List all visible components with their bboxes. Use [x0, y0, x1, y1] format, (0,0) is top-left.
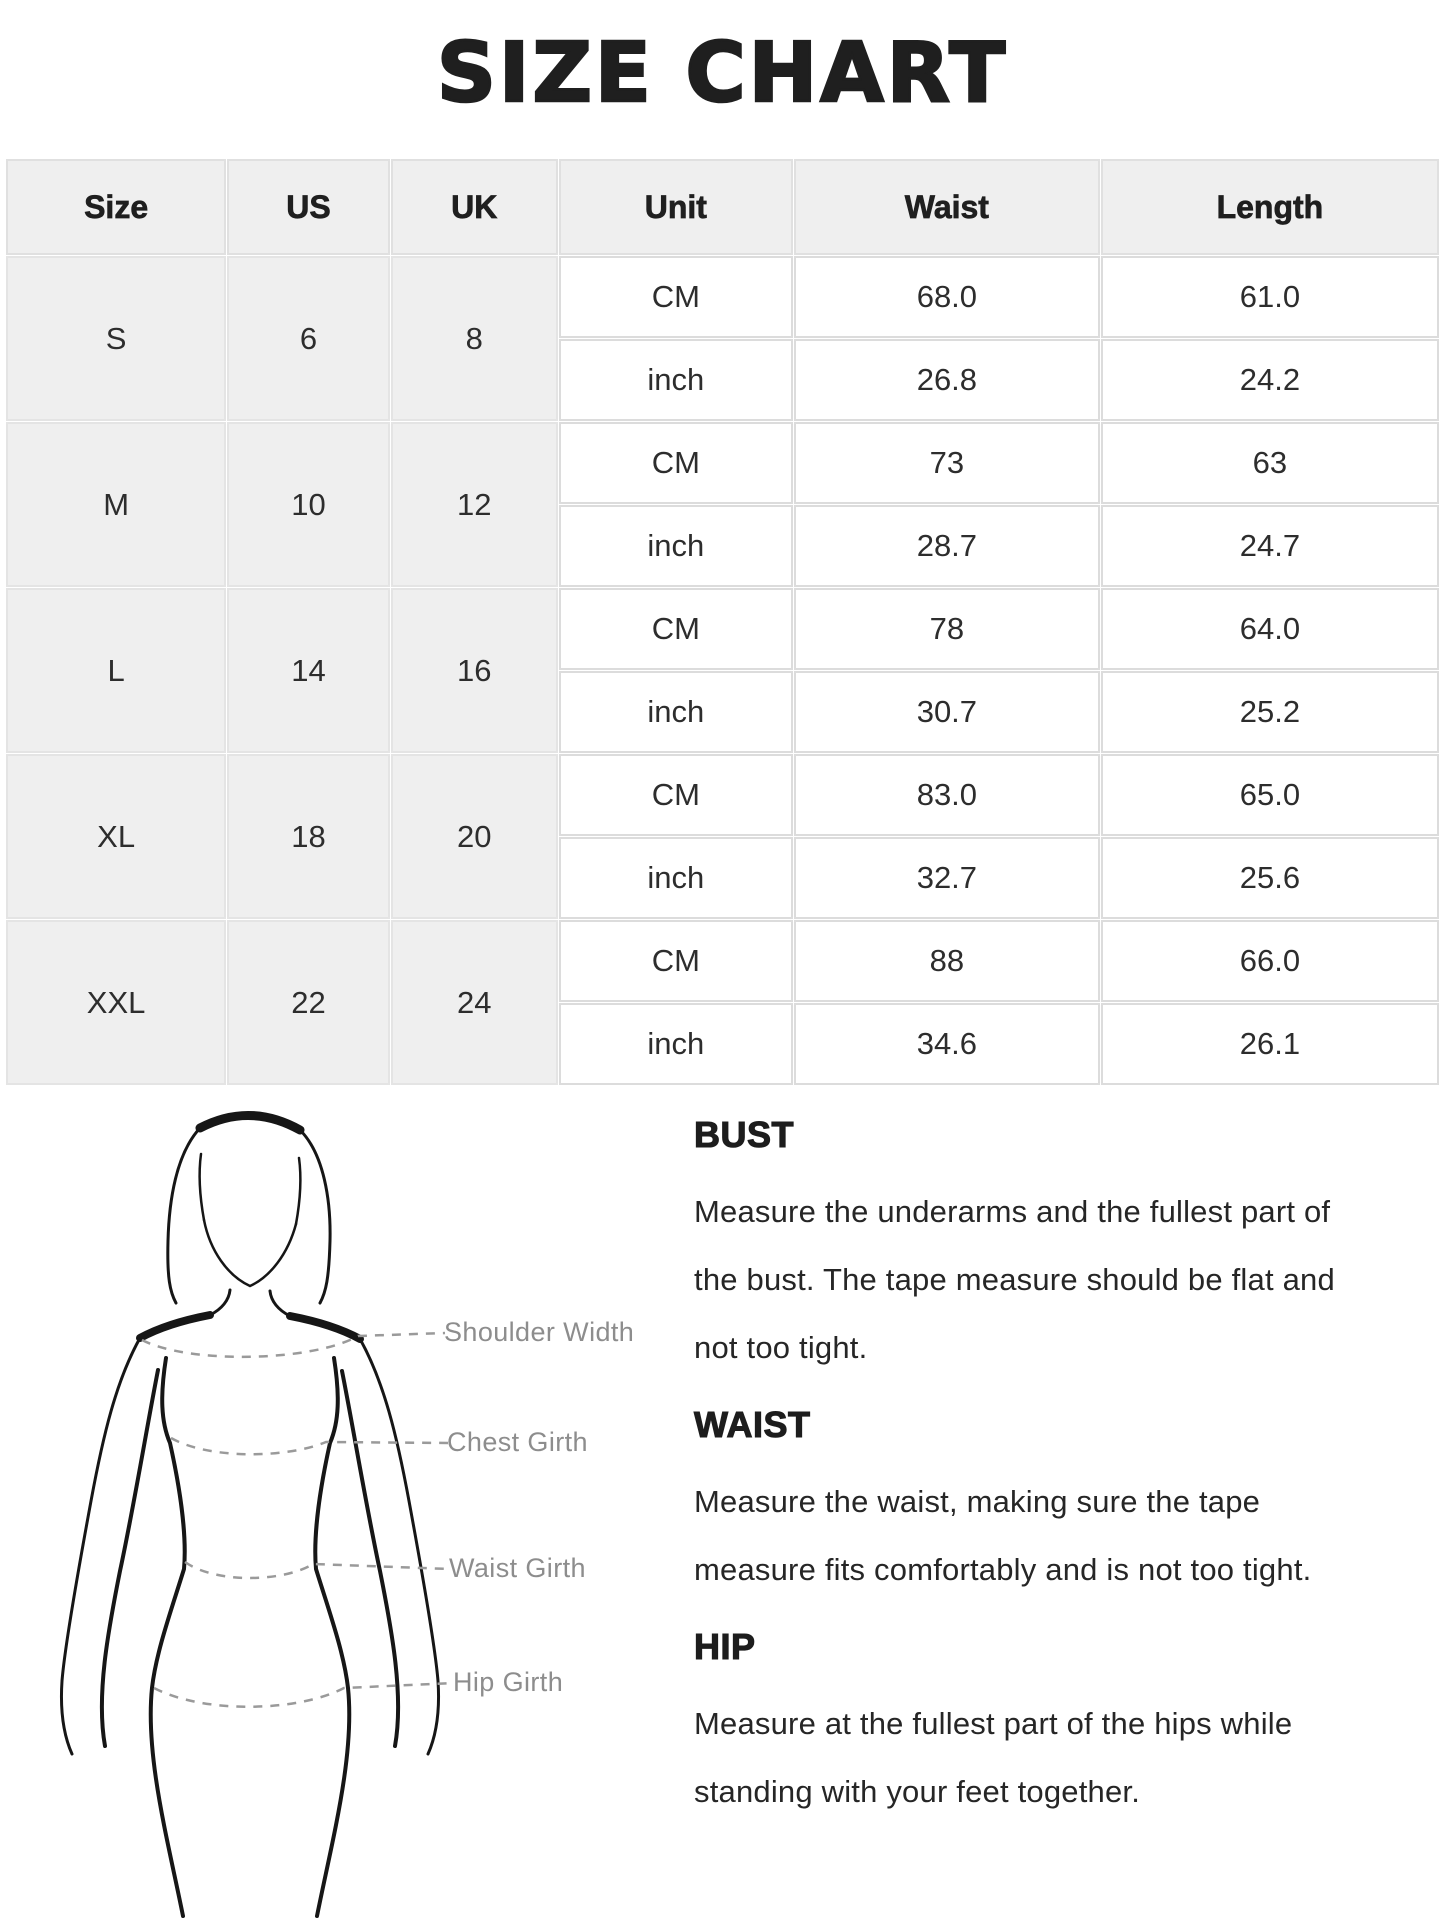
unit-cell: inch	[561, 839, 791, 917]
hair-inner-left-line	[200, 1154, 204, 1220]
length-value-cell: 64.0	[1103, 590, 1437, 668]
uk-cell: 12	[393, 424, 556, 585]
us-cell: 22	[229, 922, 388, 1083]
unit-cell: inch	[561, 507, 791, 585]
length-value-cell: 61.0	[1103, 258, 1437, 336]
waist-value-cell: 30.7	[796, 673, 1098, 751]
neck-right-line	[270, 1291, 290, 1316]
waist-value-cell: 34.6	[796, 1005, 1098, 1083]
hair-left-line	[168, 1128, 200, 1303]
measurement-instructions	[694, 1112, 1374, 1846]
body-figure-illustration	[8, 1096, 478, 1926]
length-value-cell: 63	[1103, 424, 1437, 502]
label-shoulder-width: Shoulder Width	[444, 1317, 635, 1347]
col-header-waist: Waist	[796, 161, 1098, 253]
waist-value-cell: 68.0	[796, 258, 1098, 336]
unit-cell: CM	[561, 424, 791, 502]
instruction-heading-hip: HIP	[694, 1626, 756, 1667]
hair-right-line	[300, 1130, 330, 1303]
measurement-guide-section	[0, 1096, 1445, 1927]
shoulder-measure-line	[142, 1333, 445, 1357]
unit-cell: inch	[561, 1005, 791, 1083]
length-value-cell: 66.0	[1103, 922, 1437, 1000]
length-value-cell: 24.7	[1103, 507, 1437, 585]
size-cell: XXL	[8, 922, 224, 1083]
col-header-uk: UK	[393, 161, 556, 253]
table-row	[8, 922, 1437, 1000]
unit-cell: CM	[561, 756, 791, 834]
label-chest-girth: Chest Girth	[447, 1427, 588, 1457]
size-cell: XL	[8, 756, 224, 917]
length-value-cell: 26.1	[1103, 1005, 1437, 1083]
hair-top-line	[200, 1115, 300, 1130]
col-header-us: US	[229, 161, 388, 253]
table-header-row	[8, 161, 1437, 253]
uk-cell: 8	[393, 258, 556, 419]
uk-cell: 20	[393, 756, 556, 917]
size-cell: M	[8, 424, 224, 585]
us-cell: 18	[229, 756, 388, 917]
arm-left-inner-line	[102, 1370, 158, 1746]
size-cell: L	[8, 590, 224, 751]
instruction-heading-waist: WAIST	[694, 1404, 811, 1445]
neck-left-line	[210, 1290, 230, 1315]
chest-measure-line	[171, 1438, 448, 1454]
col-header-size: Size	[8, 161, 224, 253]
length-value-cell: 25.6	[1103, 839, 1437, 917]
us-cell: 6	[229, 258, 388, 419]
arm-right-inner-line	[342, 1371, 398, 1746]
label-hip-girth: Hip Girth	[453, 1667, 564, 1697]
length-value-cell: 65.0	[1103, 756, 1437, 834]
length-value-cell: 25.2	[1103, 673, 1437, 751]
size-table	[3, 156, 1442, 1088]
unit-cell: inch	[561, 673, 791, 751]
unit-cell: CM	[561, 590, 791, 668]
uk-cell: 16	[393, 590, 556, 751]
waist-value-cell: 32.7	[796, 839, 1098, 917]
hair-inner-right-line	[296, 1158, 300, 1224]
shoulder-left-line	[140, 1315, 210, 1338]
table-row	[8, 590, 1437, 668]
table-row	[8, 424, 1437, 502]
page-title: SIZE CHART	[436, 26, 1009, 121]
size-cell: S	[8, 258, 224, 419]
us-cell: 14	[229, 590, 388, 751]
torso-left-line	[151, 1358, 185, 1916]
waist-value-cell: 28.7	[796, 507, 1098, 585]
unit-cell: inch	[561, 341, 791, 419]
table-row	[8, 258, 1437, 336]
col-header-unit: Unit	[561, 161, 791, 253]
face-line	[204, 1220, 296, 1286]
unit-cell: CM	[561, 922, 791, 1000]
label-waist-girth: Waist Girth	[449, 1553, 586, 1583]
unit-cell: CM	[561, 258, 791, 336]
col-header-length: Length	[1103, 161, 1437, 253]
shoulder-right-line	[290, 1316, 360, 1339]
waist-value-cell: 73	[796, 424, 1098, 502]
waist-value-cell: 26.8	[796, 341, 1098, 419]
woman-outline-drawing	[8, 1096, 478, 1926]
waist-value-cell: 83.0	[796, 756, 1098, 834]
instruction-text-hip: Measure at the fullest part of the hips while standing with your feet together.	[694, 1706, 1293, 1809]
hip-measure-line	[154, 1683, 454, 1707]
instruction-heading-bust: BUST	[694, 1114, 794, 1155]
instruction-text-waist: Measure the waist, making sure the tape measure fits comfortably and is not too tight.	[694, 1484, 1312, 1587]
waist-value-cell: 78	[796, 590, 1098, 668]
waist-value-cell: 88	[796, 922, 1098, 1000]
instruction-text-bust: Measure the underarms and the fullest part of the bust. The tape measure should be flat and not too tight.	[694, 1194, 1335, 1365]
length-value-cell: 24.2	[1103, 341, 1437, 419]
table-row	[8, 756, 1437, 834]
us-cell: 10	[229, 424, 388, 585]
uk-cell: 24	[393, 922, 556, 1083]
